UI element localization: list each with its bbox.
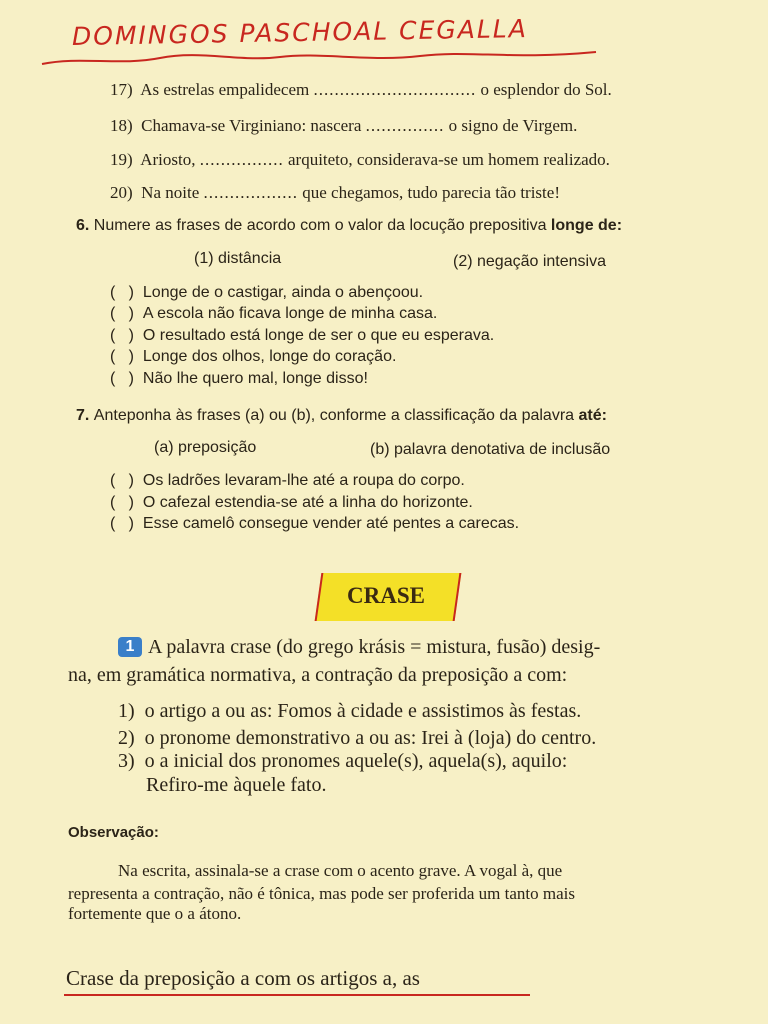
observation-title: Observação: xyxy=(68,824,159,841)
q6-option-1: (1) distância xyxy=(194,250,282,267)
exercise-item-20: 20) Na noite .................. que chegamos, tudo parecia tão triste! xyxy=(110,183,560,202)
section-heading-crase-artigos: Crase da preposição a com os artigos a, as xyxy=(66,966,420,990)
observation-line-3: fortemente que o a átono. xyxy=(68,904,242,923)
question-6-prompt: 6. Numere as frases de acordo com o valor da locução prepositiva longe de: xyxy=(76,217,623,234)
exercise-item-17: 17) As estrelas empalidecem ............................... o esplendor do Sol. xyxy=(110,80,612,99)
crase-heading: CRASE xyxy=(347,583,425,608)
section-number-badge: 1 xyxy=(118,637,142,657)
crase-intro-line-2: na, em gramática normativa, a contração da preposição a com: xyxy=(68,664,568,686)
q6-item-1: ( ) Longe de o castigar, ainda o abençoou. xyxy=(110,284,424,301)
q6-item-4: ( ) Longe dos olhos, longe do coração. xyxy=(110,348,397,365)
q7-option-b: (b) palavra denotativa de inclusão xyxy=(370,441,611,458)
crase-item-3: 3) o a inicial dos pronomes aquele(s), aquela(s), aquilo: xyxy=(118,750,568,772)
q7-item-2: ( ) O cafezal estendia-se até a linha do horizonte. xyxy=(110,494,473,511)
exercise-item-18: 18) Chamava-se Virginiano: nascera ............... o signo de Virgem. xyxy=(110,116,578,135)
handwritten-underline xyxy=(40,48,600,68)
q6-item-5: ( ) Não lhe quero mal, longe disso! xyxy=(110,370,368,387)
q7-item-1: ( ) Os ladrões levaram-lhe até a roupa do corpo. xyxy=(110,472,465,489)
exercise-item-19: 19) Ariosto, ................ arquiteto, considerava-se um homem realizado. xyxy=(110,150,610,169)
q6-item-2: ( ) A escola não ficava longe de minha casa. xyxy=(110,305,438,322)
crase-item-3-continuation: Refiro-me àquele fato. xyxy=(146,774,327,796)
crase-item-1: 1) o artigo a ou as: Fomos à cidade e assistimos às festas. xyxy=(118,700,582,722)
crase-intro-line-1: 1 A palavra crase (do grego krásis = mistura, fusão) desig- xyxy=(118,636,600,659)
section-heading-underline xyxy=(64,994,530,996)
observation-line-2: representa a contração, não é tônica, mas pode ser proferida um tanto mais xyxy=(68,884,575,903)
observation-line-1: Na escrita, assinala-se a crase com o acento grave. A vogal à, que xyxy=(118,861,563,880)
crase-item-2: 2) o pronome demonstrativo a ou as: Irei à (loja) do centro. xyxy=(118,727,597,749)
q6-item-3: ( ) O resultado está longe de ser o que eu esperava. xyxy=(110,327,495,344)
author-handwritten-name: DOMINGOS PASCHOAL CEGALLA xyxy=(71,14,529,51)
q7-item-3: ( ) Esse camelô consegue vender até pentes a carecas. xyxy=(110,515,520,532)
question-7-prompt: 7. Anteponha às frases (a) ou (b), conforme a classificação da palavra até: xyxy=(76,407,607,424)
q7-option-a: (a) preposição xyxy=(154,439,257,456)
q6-option-2: (2) negação intensiva xyxy=(453,253,606,270)
